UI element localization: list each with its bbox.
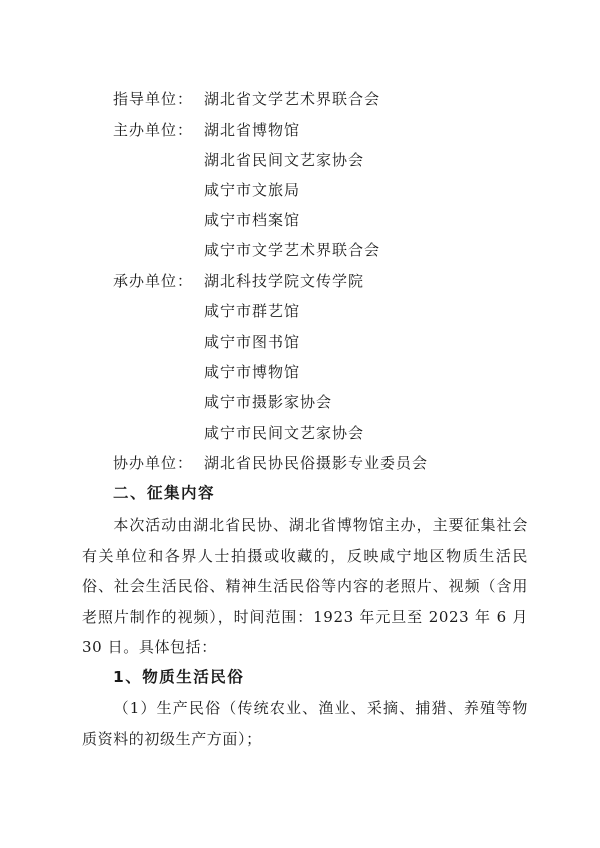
paragraph-text: （1）生产民俗（传统农业、渔业、采摘、捕猎、养殖等物质资料的初级生产方面）； (82, 699, 528, 748)
organizer-value: 咸宁市文旅局 (204, 181, 301, 199)
organizer-label-co-organizer: 协办单位： (113, 454, 194, 472)
organizer-label-undertaker: 承办单位： (113, 272, 194, 290)
organizer-value: 湖北省民协民俗摄影专业委员会 (204, 454, 429, 472)
organizer-value: 湖北省文学艺术界联合会 (204, 90, 381, 108)
organizer-value: 咸宁市博物馆 (204, 363, 301, 381)
body-paragraph (82, 510, 528, 663)
organizer-label-host: 主办单位： (113, 121, 194, 139)
body-paragraph (82, 693, 528, 754)
organizer-value: 湖北省博物馆 (204, 121, 301, 139)
organizer-value: 咸宁市文学艺术界联合会 (204, 241, 381, 259)
organizer-label-guidance: 指导单位： (113, 90, 194, 108)
organizer-value: 咸宁市摄影家协会 (204, 393, 333, 411)
organizer-value: 湖北科技学院文传学院 (204, 272, 365, 290)
organizer-value: 咸宁市民间文艺家协会 (204, 424, 365, 442)
section-heading: 二、征集内容 (113, 484, 216, 502)
organizer-value: 咸宁市群艺馆 (204, 302, 301, 320)
paragraph-text: 本次活动由湖北省民协、湖北省博物馆主办，主要征集社会有关单位和各界人士拍摄或收藏的，反映咸宁地区物质生活民俗、社会生活民俗、精神生活民俗等内容的老照片、视频（含用老照片制作的视频），时间范围：1923 年元旦至 2023 年 6 月 30 日。具体包括： (82, 516, 528, 656)
organizer-value: 咸宁市图书馆 (204, 333, 301, 351)
subheading: 1、物质生活民俗 (113, 668, 245, 686)
organizer-value: 咸宁市档案馆 (204, 211, 301, 229)
organizer-value: 湖北省民间文艺家协会 (204, 151, 365, 169)
